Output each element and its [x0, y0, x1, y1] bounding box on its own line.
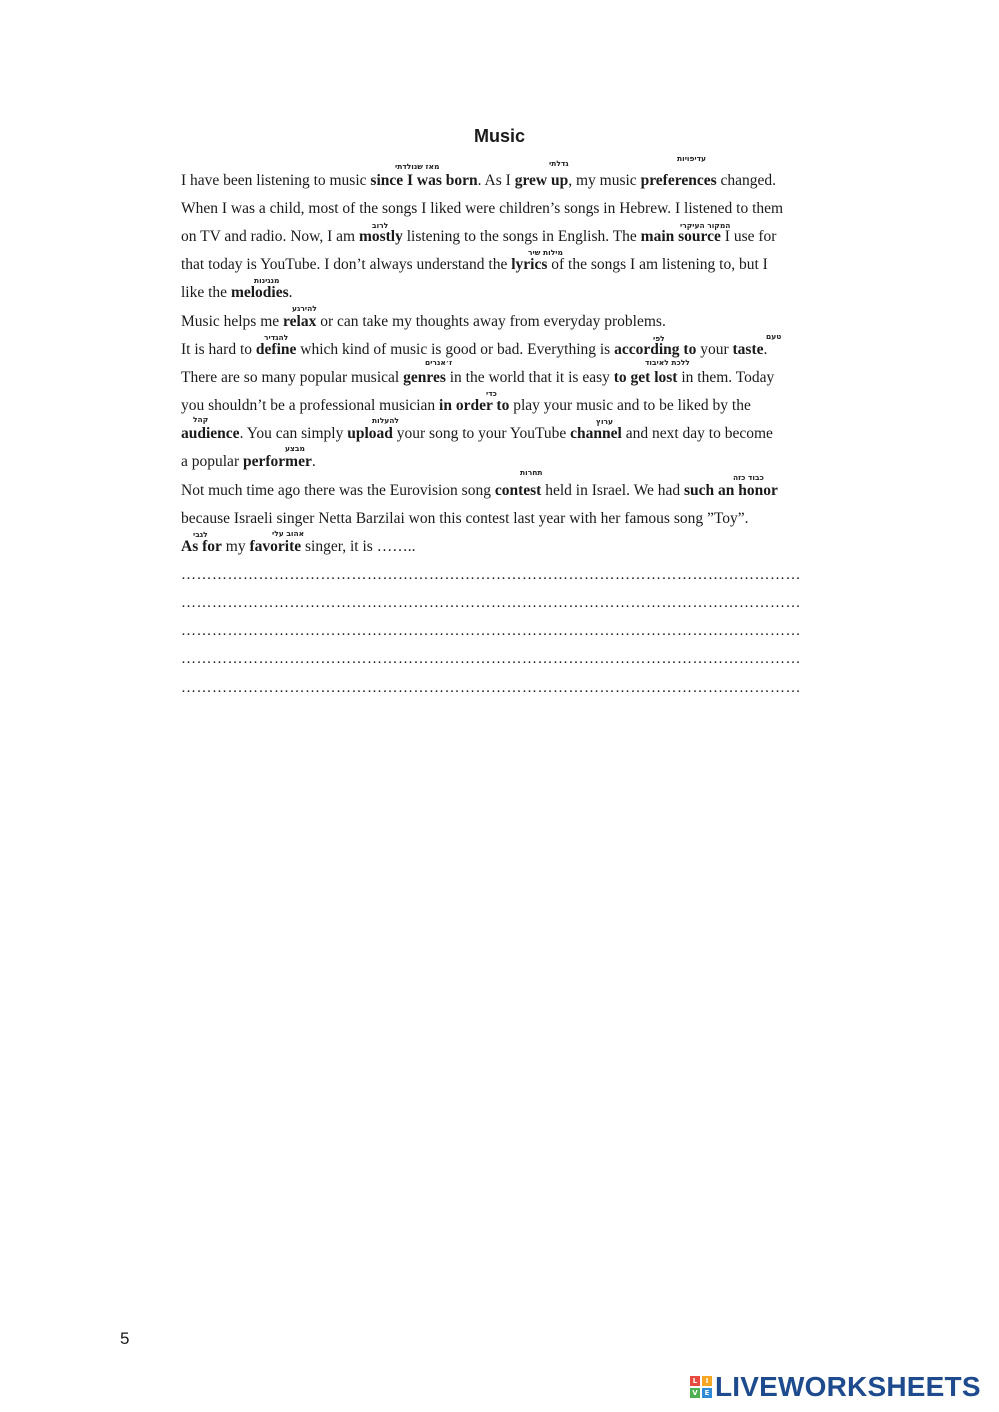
vocabulary-word: such an honor: [683, 482, 778, 499]
answer-line[interactable]: …………………………………………………………………………………………………………: [181, 567, 801, 583]
gloss-label: לגבי: [193, 530, 208, 539]
passage-text: .: [288, 284, 293, 301]
vocabulary-word: melodies: [230, 284, 289, 301]
passage-line: [181, 256, 821, 274]
passage-text: , my music: [568, 172, 641, 189]
vocabulary-word: audience: [181, 425, 240, 442]
gloss-label: גדלתי: [549, 159, 569, 168]
gloss-label: עדיפויות: [677, 154, 707, 163]
answer-line[interactable]: …………………………………………………………………………………………………………: [181, 595, 801, 611]
gloss-label: קהל: [193, 415, 209, 424]
vocabulary-word: main source: [640, 228, 721, 245]
passage-text: Music helps me: [181, 313, 284, 330]
passage-line: [181, 369, 821, 387]
logo-block: E: [702, 1388, 712, 1398]
passage-text: in them. Today: [677, 369, 775, 386]
passage-text: play your music and to be liked by the: [509, 397, 751, 414]
passage-line: [181, 482, 821, 500]
passage-text: on TV and radio. Now, I am: [181, 228, 359, 245]
gloss-label: מנגינות: [254, 276, 280, 285]
gloss-label: ז׳אנרים: [425, 358, 453, 367]
vocabulary-word: relax: [283, 313, 317, 330]
logo-text: LIVEWORKSHEETS: [715, 1371, 981, 1402]
gloss-label: מאז שנולדתי: [395, 162, 440, 171]
logo-block: V: [690, 1388, 700, 1398]
passage-text: changed.: [716, 172, 777, 189]
passage-text: singer, it is ……..: [301, 538, 416, 555]
gloss-label: כדי: [486, 389, 497, 398]
vocabulary-word: upload: [347, 425, 393, 442]
vocabulary-word: taste: [732, 341, 764, 358]
passage-line: [181, 228, 821, 246]
passage-text: listening to the songs in English. The: [402, 228, 641, 245]
page-number: 5: [120, 1329, 130, 1348]
passage-line: [181, 313, 821, 331]
passage-text: . You can simply: [239, 425, 348, 442]
passage-text: . As I: [477, 172, 515, 189]
passage-text: like the: [181, 284, 231, 301]
vocabulary-word: favorite: [249, 538, 302, 555]
answer-line[interactable]: …………………………………………………………………………………………………………: [181, 623, 801, 639]
vocabulary-word: mostly: [358, 228, 403, 245]
vocabulary-word: As for: [181, 538, 222, 555]
gloss-label: מבצע: [285, 444, 305, 453]
gloss-label: להגדיר: [264, 333, 289, 342]
vocabulary-word: define: [255, 341, 297, 358]
vocabulary-word: contest: [494, 482, 542, 499]
passage-text: your song to your YouTube: [392, 425, 571, 442]
passage-text: It is hard to: [181, 341, 256, 358]
answer-line[interactable]: …………………………………………………………………………………………………………: [181, 651, 801, 667]
passage-text: which kind of music is good or bad. Everything is: [296, 341, 615, 358]
answer-line[interactable]: …………………………………………………………………………………………………………: [181, 680, 801, 696]
passage-text: a popular: [181, 453, 243, 470]
passage-text: of the songs I am listening to, but I: [547, 256, 768, 273]
gloss-label: אהוב עלי: [272, 529, 305, 538]
passage-line: [181, 510, 821, 528]
gloss-label: תחרות: [520, 468, 543, 477]
passage-text: .: [763, 341, 768, 358]
gloss-label: טעם: [766, 332, 782, 341]
passage-text: I have been listening to music: [181, 172, 371, 189]
passage-text: you shouldn’t be a professional musician: [181, 397, 440, 414]
passage-text: Not much time ago there was the Eurovision song: [181, 482, 495, 499]
passage-line: [181, 200, 821, 218]
passage-line: [181, 425, 821, 443]
logo-blocks-icon: [690, 1376, 712, 1398]
gloss-label: כבוד כזה: [733, 473, 764, 482]
passage-line: [181, 397, 821, 415]
vocabulary-word: since I was born: [370, 172, 478, 189]
vocabulary-word: channel: [570, 425, 622, 442]
vocabulary-word: genres: [403, 369, 446, 386]
page-title: Music: [473, 126, 525, 146]
vocabulary-word: preferences: [640, 172, 717, 189]
gloss-label: לפי: [653, 334, 665, 343]
liveworksheets-logo: [690, 1372, 981, 1402]
logo-block: I: [702, 1376, 712, 1386]
gloss-label: לרוב: [372, 221, 389, 230]
passage-text: There are so many popular musical: [181, 369, 404, 386]
passage-line: [181, 284, 821, 302]
gloss-label: המקור העיקרי: [680, 221, 731, 230]
gloss-label: ללכת לאיבוד: [645, 358, 690, 367]
passage-text: your: [696, 341, 733, 358]
gloss-label: להירגע: [292, 304, 317, 313]
vocabulary-word: grew up: [514, 172, 569, 189]
passage-line: [181, 172, 821, 190]
vocabulary-word: lyrics: [511, 256, 548, 273]
passage-text: I use for: [720, 228, 777, 245]
gloss-label: מילות שיר: [528, 248, 563, 257]
passage-text: held in Israel. We had: [541, 482, 684, 499]
passage-text: .: [311, 453, 316, 470]
passage-text: When I was a child, most of the songs I liked were children’s songs in Hebrew. I listened to them: [181, 200, 784, 217]
passage-line: [181, 538, 821, 556]
passage-text: in the world that it is easy: [445, 369, 614, 386]
passage-text: that today is YouTube. I don’t always understand the: [181, 256, 512, 273]
passage-line: [181, 453, 821, 471]
vocabulary-word: in order to: [439, 397, 510, 414]
passage-text: my: [221, 538, 250, 555]
vocabulary-word: according to: [614, 341, 697, 358]
passage-text: and next day to become: [621, 425, 773, 442]
vocabulary-word: performer: [242, 453, 312, 470]
passage-text: or can take my thoughts away from everyday problems.: [316, 313, 666, 330]
gloss-label: ערוץ: [596, 417, 614, 426]
passage-text: because Israeli singer Netta Barzilai won this contest last year with her famous song ”Toy”.: [181, 510, 749, 527]
gloss-label: להעלות: [372, 416, 399, 425]
logo-block: L: [690, 1376, 700, 1386]
passage-line: [181, 341, 821, 359]
vocabulary-word: to get lost: [613, 369, 678, 386]
